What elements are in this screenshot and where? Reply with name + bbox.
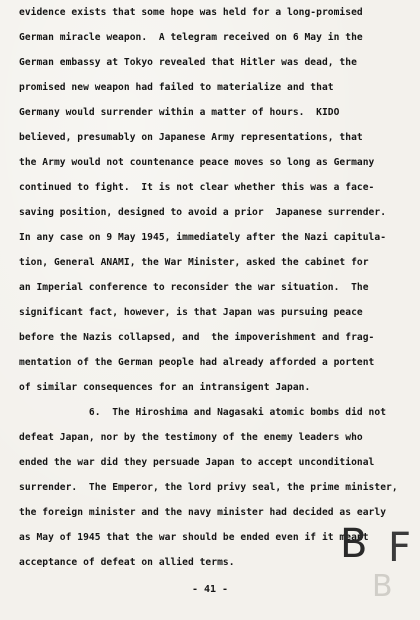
text-line: promised new weapon had failed to materialize and that	[19, 82, 334, 93]
text-line: an Imperial conference to reconsider the war situation. The	[19, 282, 369, 293]
text-line: 6. The Hiroshima and Nagasaki atomic bombs did not	[19, 407, 387, 418]
text-line: continued to fight. It is not clear whether this was a face-	[19, 182, 375, 193]
text-line: German miracle weapon. A telegram received on 6 May in the	[19, 32, 363, 43]
text-line: tion, General ANAMI, the War Minister, asked the cabinet for	[19, 257, 369, 268]
text-line: of similar consequences for an intransigent Japan.	[19, 382, 311, 393]
text-line: defeat Japan, nor by the testimony of the enemy leaders who	[19, 432, 363, 443]
text-line: acceptance of defeat on allied terms.	[19, 557, 235, 568]
text-line: significant fact, however, is that Japan was pursuing peace	[19, 307, 363, 318]
text-line: the Army would not countenance peace moves so long as Germany	[19, 157, 375, 168]
margin-mark-f: F	[388, 525, 412, 571]
text-line: believed, presumably on Japanese Army representations, that	[19, 132, 363, 143]
text-line: as May of 1945 that the war should be ended even if it meant	[19, 532, 369, 543]
text-line: Germany would surrender within a matter of hours. KIDO	[19, 107, 340, 118]
text-line: mentation of the German people had already afforded a portent	[19, 357, 375, 368]
margin-mark-b: B	[340, 521, 368, 567]
text-line: ended the war did they persuade Japan to accept unconditional	[19, 457, 375, 468]
text-line: before the Nazis collapsed, and the impoverishment and frag-	[19, 332, 375, 343]
text-line: evidence exists that some hope was held for a long-promised	[19, 7, 363, 18]
text-line: surrender. The Emperor, the lord privy seal, the prime minister,	[19, 482, 398, 493]
text-line: In any case on 9 May 1945, immediately after the Nazi capitula-	[19, 232, 387, 243]
text-line: saving position, designed to avoid a prior Japanese surrender.	[19, 207, 387, 218]
text-line: the foreign minister and the navy minister had decided as early	[19, 507, 387, 518]
page-number: - 41 -	[191, 584, 229, 595]
text-line: German embassy at Tokyo revealed that Hitler was dead, the	[19, 57, 357, 68]
margin-mark-b-faint: B	[372, 569, 393, 604]
